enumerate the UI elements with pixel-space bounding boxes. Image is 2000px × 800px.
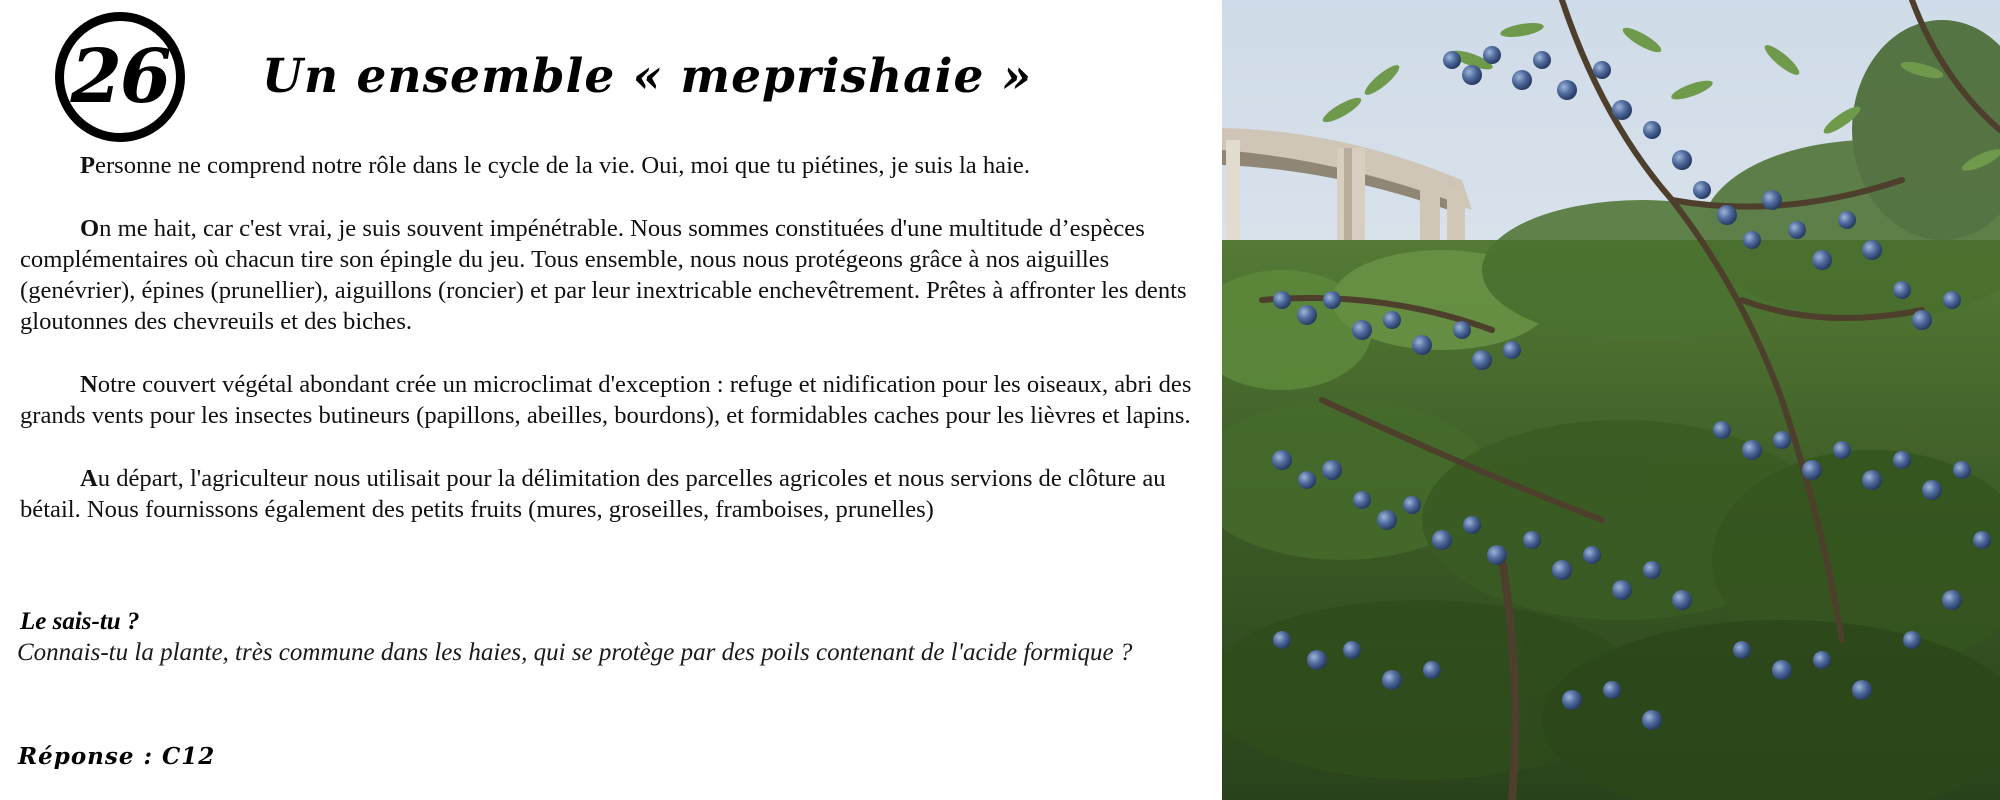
prunellier-berries-photo — [1222, 0, 2000, 800]
paragraph — [20, 150, 1205, 181]
body-text — [20, 150, 1205, 557]
paragraph-text: ersonne ne comprend notre rôle dans le cycle de la vie. Oui, moi que tu piétines, je suis la haie. — [95, 152, 1030, 179]
did-you-know-question: Connais-tu la plante, très commune dans les haies, qui se protège par des poils contenant de l'acide formique ? — [17, 639, 1133, 666]
paragraph-text: n me hait, car c'est vrai, je suis souvent impénétrable. Nous sommes constituées d'une multitude d’espèces complémentaires où chacun tire son épingle du jeu. Tous ensemble, nous nous protégeons grâce à nos aiguilles (genévrier), épines (prunellier), aiguillons (roncier) et par leur inextricable enchevêtrement. Prêtes à affronter les dents gloutonnes des chevreuils et des biches. — [20, 214, 1187, 336]
drop-letter: N — [80, 371, 98, 399]
paragraph — [20, 213, 1205, 338]
page-number: 26 — [70, 34, 170, 120]
did-you-know-heading: Le sais-tu ? — [20, 608, 140, 635]
paragraph — [20, 463, 1205, 526]
page-number-badge — [55, 12, 185, 142]
page-title: Un ensemble « meprishaie » — [262, 49, 1033, 104]
drop-letter: P — [80, 152, 96, 179]
paragraph — [20, 369, 1205, 432]
drop-letter: O — [80, 214, 100, 242]
answer-text: Réponse : C12 — [18, 743, 216, 770]
paragraph-text: otre couvert végétal abondant crée un microclimat d'exception : refuge et nidification pour les oiseaux, abri des grands vents pour les insectes butineurs (papillons, abeilles, bourdons), et formidables caches pour les lièvres et lapins. — [20, 371, 1192, 430]
drop-letter: A — [80, 464, 98, 492]
paragraph-text: u départ, l'agriculteur nous utilisait pour la délimitation des parcelles agricoles et nous servions de clôture au bétail. Nous fournissons également des petits fruits (mures, groseilles, framboises, prunelles) — [20, 464, 1166, 524]
photo-illustration — [1222, 0, 2000, 800]
